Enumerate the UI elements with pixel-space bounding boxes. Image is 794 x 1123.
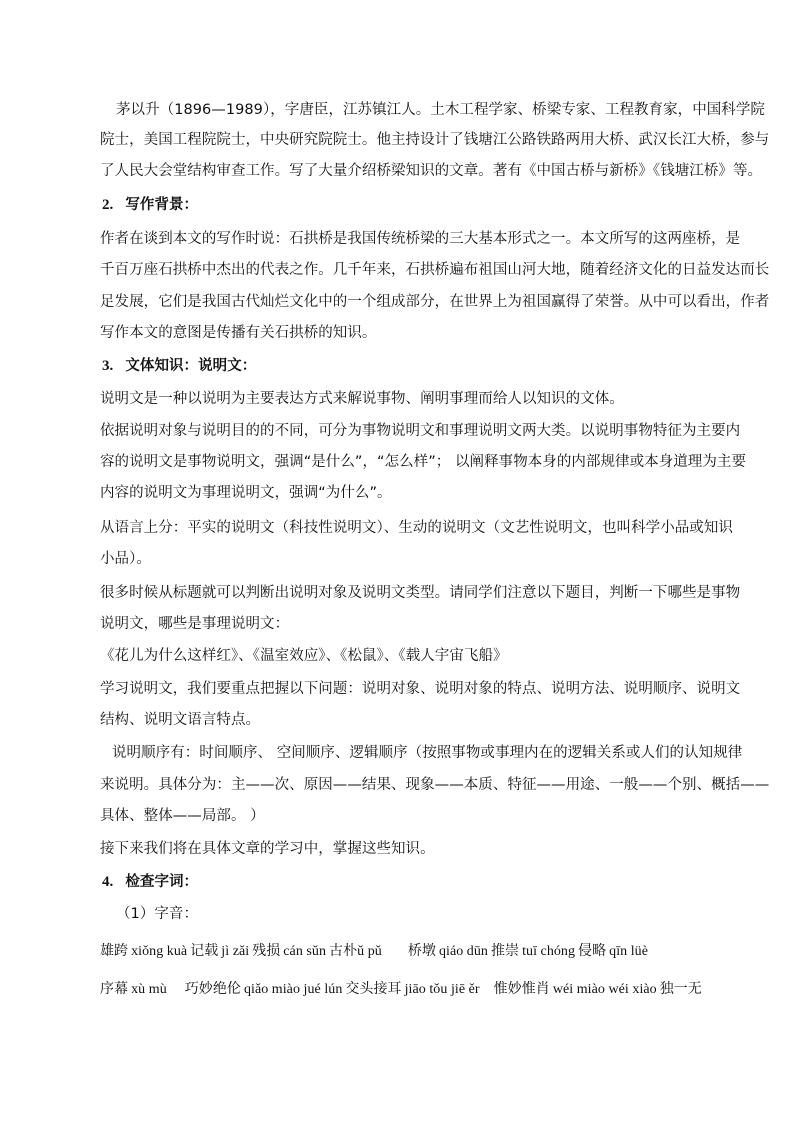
text-line: 结构、说明文语言特点。 bbox=[100, 712, 261, 728]
vocab-pinyin: cán sǔn bbox=[283, 944, 327, 959]
vocab-row bbox=[100, 980, 702, 999]
text-line: 千百万座石拱桥中杰出的代表之作。几千年来，石拱桥遍布祖国山河大地，随着经济文化的日益发达而长 bbox=[100, 262, 770, 278]
heading-text: 文体知识：说明文： bbox=[125, 358, 257, 374]
text-line: 从语言上分：平实的说明文（科技性说明文）、生动的说明文（文艺性说明文，也叫科学小品或知识 bbox=[100, 520, 733, 536]
vocab-pinyin: qiǎo miào jué lún bbox=[243, 982, 343, 997]
text-line: 来说明。具体分为：主——次、原因——结果、现象——本质、特征——用途、一般——个别、概括—— bbox=[100, 777, 770, 793]
text-line: 说明文，哪些是事理说明文： bbox=[100, 616, 290, 632]
vocab-pinyin: xù mù bbox=[131, 982, 167, 997]
vocab-word: 巧妙绝伦 bbox=[184, 981, 241, 997]
text-line: 依据说明对象与说明目的的不同，可分为事物说明文和事理说明文两大类。以说明事物特征为主要内 bbox=[100, 423, 741, 439]
vocab-pinyin: tuī chóng bbox=[522, 944, 576, 959]
text-line: 容的说明文是事物说明文，强调“是什么”，“怎么样”； 以阐释事物本身的内部规律或本身道理为主要 bbox=[100, 454, 747, 470]
text-line: 很多时候从标题就可以判断出说明对象及说明文类型。请同学们注意以下题目，判断一下哪些是事物 bbox=[100, 585, 741, 601]
vocab-word: 独一无 bbox=[659, 981, 702, 997]
vocab-word: 桥墩 bbox=[407, 943, 436, 959]
section-heading bbox=[102, 196, 198, 214]
text-line: 写作本文的意图是传播有关石拱桥的知识。 bbox=[100, 325, 377, 341]
text-line: 茅以升（1896—1989），字唐臣，江苏镇江人。土木工程学家、桥梁专家、工程教育家，中国科学院 bbox=[116, 102, 765, 118]
vocab-word: 雄跨 bbox=[100, 943, 129, 959]
heading-number: 3. bbox=[102, 358, 114, 374]
section-heading bbox=[102, 873, 198, 891]
vocab-word: 交头接耳 bbox=[345, 981, 402, 997]
text-line: 《花儿为什么这样红》、《温室效应》、《松鼠》、《载人宇宙飞船》 bbox=[100, 648, 508, 664]
vocab-word: 序幕 bbox=[100, 981, 129, 997]
text-line: 了人民大会堂结构审查工作。写了大量介绍桥梁知识的文章。著有《中国古桥与新桥》《钱塘江桥》等。 bbox=[100, 163, 763, 179]
vocab-pinyin: qiáo dūn bbox=[438, 944, 488, 959]
vocab-pinyin: ǔ pǔ bbox=[357, 944, 382, 959]
vocab-word: 记载 bbox=[190, 943, 219, 959]
vocab-word: 残损 bbox=[252, 943, 281, 959]
vocab-word: 惟妙惟肖 bbox=[493, 981, 550, 997]
vocab-pinyin: jiāo tǒu jiē ěr bbox=[404, 982, 480, 997]
text-line: 学习说明文，我们要重点把握以下问题：说明对象、说明对象的特点、说明方法、说明顺序、说明文 bbox=[100, 681, 741, 697]
sub-heading: （1）字音： bbox=[116, 906, 199, 922]
text-line: 内容的说明文为事理说明文，强调“为什么”。 bbox=[100, 485, 392, 501]
text-line: 接下来我们将在具体文章的学习中，掌握这些知识。 bbox=[100, 841, 435, 857]
heading-number: 4. bbox=[102, 874, 114, 890]
heading-text: 检查字词： bbox=[125, 874, 199, 890]
text-line: 具体、整体——局部。 ） bbox=[100, 808, 265, 824]
text-line: 说明顺序有：时间顺序、 空间顺序、逻辑顺序（按照事物或事理内在的逻辑关系或人们的认知规律 bbox=[112, 745, 743, 761]
vocab-pinyin: wéi miào wéi xiào bbox=[552, 982, 657, 997]
vocab-pinyin: jì zǎi bbox=[221, 944, 250, 959]
vocab-pinyin: xiǒng kuà bbox=[131, 944, 188, 959]
heading-number: 2. bbox=[102, 197, 114, 213]
text-line: 说明文是一种以说明为主要表达方式来解说事物、阐明事理而给人以知识的文体。 bbox=[100, 391, 624, 407]
vocab-pinyin: qīn lüè bbox=[609, 944, 648, 959]
text-line: 院士，美国工程院院士，中央研究院院士。他主持设计了钱塘江公路铁路两用大桥、武汉长江大桥，参与 bbox=[100, 132, 770, 148]
heading-text: 写作背景： bbox=[125, 197, 199, 213]
vocab-word: 古朴 bbox=[329, 943, 358, 959]
text-line: 足发展，它们是我国古代灿烂文化中的一个组成部分，在世界上为祖国赢得了荣誉。从中可以看出，作者 bbox=[100, 294, 770, 310]
vocab-word: 推崇 bbox=[490, 943, 520, 959]
text-line: 小品）。 bbox=[100, 551, 151, 567]
vocab-word: 侵略 bbox=[578, 943, 607, 959]
text-line: 作者在谈到本文的写作时说：石拱桥是我国传统桥梁的三大基本形式之一。本文所写的这两座桥，是 bbox=[100, 231, 741, 247]
section-heading bbox=[102, 357, 256, 375]
vocab-row bbox=[100, 942, 648, 961]
